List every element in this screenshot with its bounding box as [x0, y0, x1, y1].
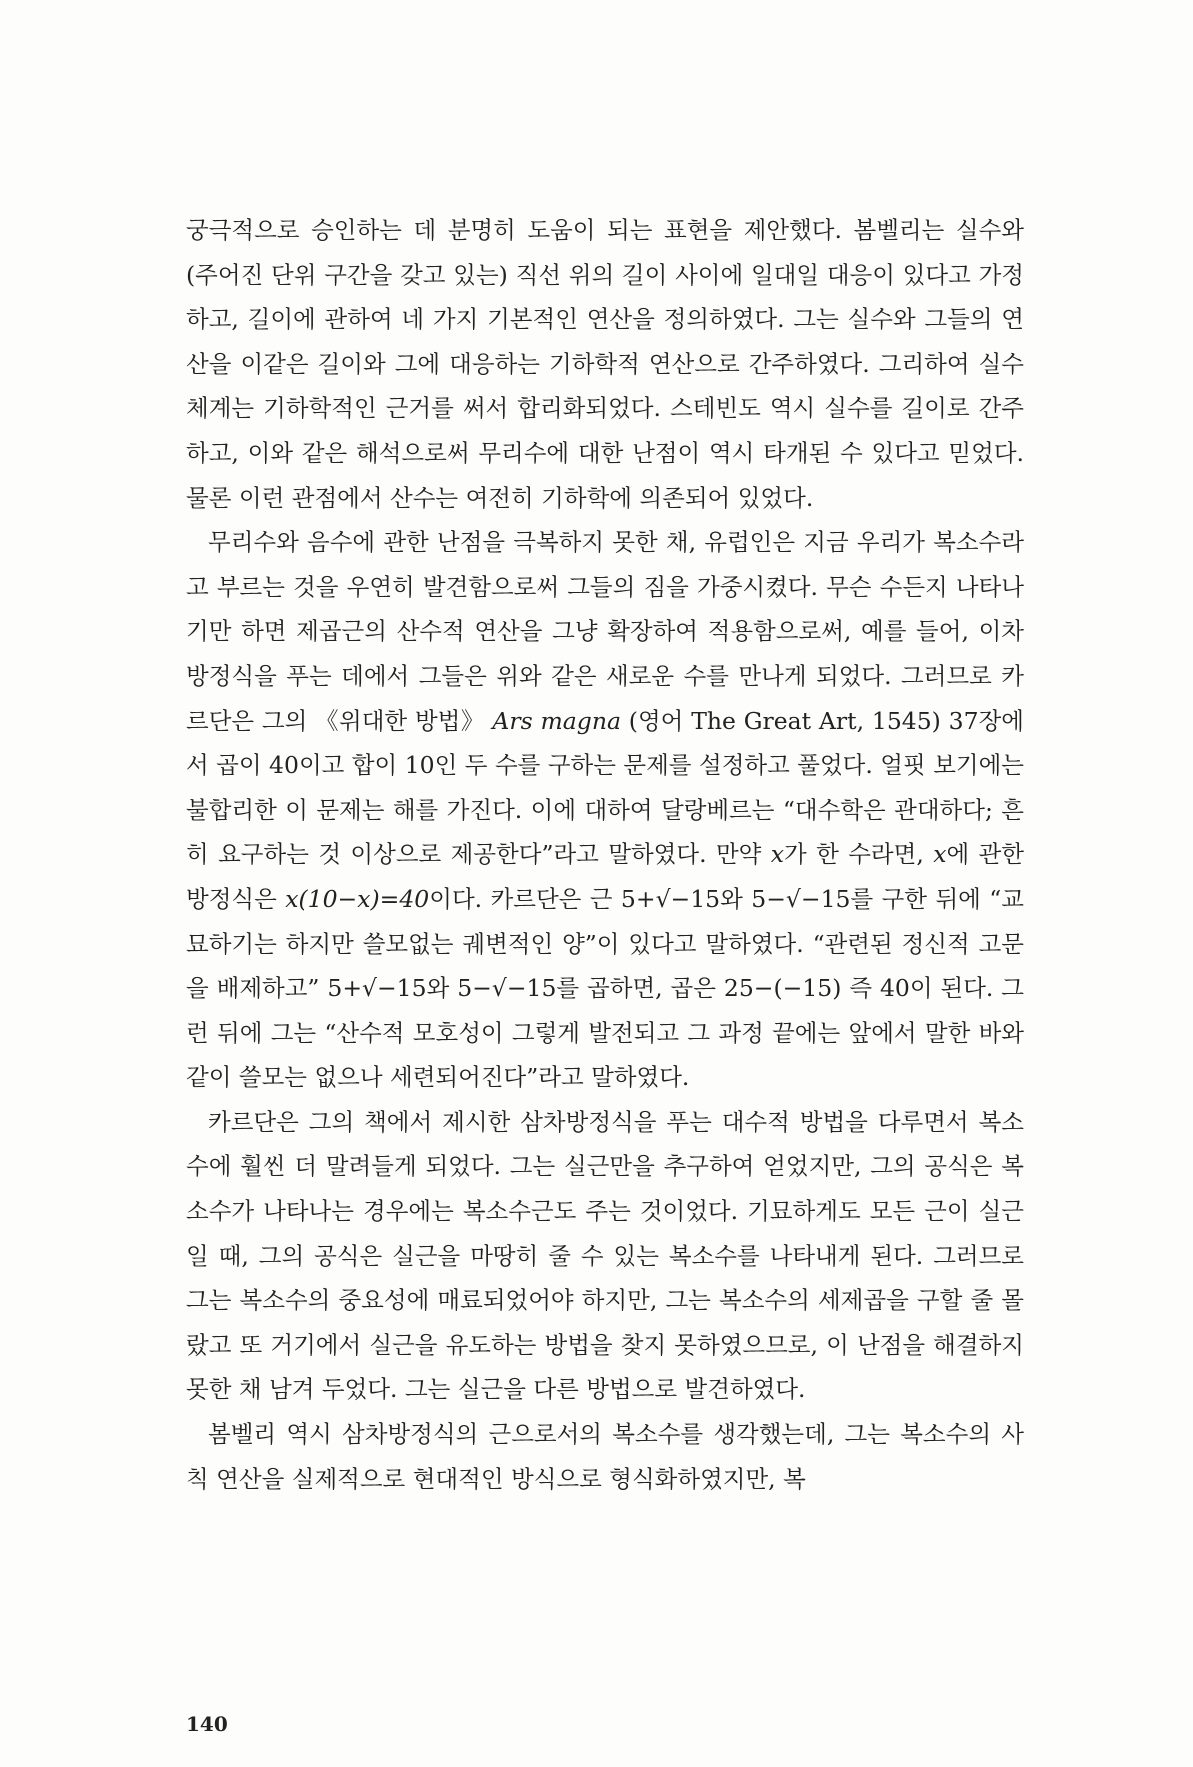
- paragraph-4: 봄벨리 역시 삼차방정식의 근으로서의 복소수를 생각했는데, 그는 복소수의 사칙 연산을 실제적으로 현대적인 방식으로 형식화하였지만, 복: [186, 1420, 1024, 1493]
- paragraph-2: [186, 520, 1024, 1100]
- body-text: [186, 208, 1024, 1501]
- paragraph-2-part-1: 무리수와 음수에 관한 난점을 극복하지 못한 채, 유럽인은 지금 우리가 복소수라고 부르는 것을 우연히 발견함으로써 그들의 짐을 가중시켰다. 무슨 수든지 나타나기만 하면 제곱근의 산수적 연산을 그냥 확장하여 적용함으로써, 예를 들어, 이차방정식을 푸는 데에서 그들은 위와 같은 새로운 수를 만나게 되었다. 그러므로 카르단은 그의 《위대한 방법》: [186, 528, 1024, 735]
- equation: x(10−x)=40: [285, 884, 430, 913]
- paragraph-2-part-3: 가 한 수라면,: [784, 840, 934, 869]
- paragraph-1: 궁극적으로 승인하는 데 분명히 도움이 되는 표현을 제안했다. 봄벨리는 실수와 (주어진 단위 구간을 갖고 있는) 직선 위의 길이 사이에 일대일 대응이 있다고 가정하고, 길이에 관하여 네 가지 기본적인 연산을 정의하였다. 그는 실수와 그들의 연산을 이같은 길이와 그에 대응하는 기하학적 연산으로 간주하였다. 그리하여 실수 체계는 기하학적인 근거를 써서 합리화되었다. 스테빈도 역시 실수를 길이로 간주하고, 이와 같은 해석으로써 무리수에 대한 난점이 역시 타개된 수 있다고 믿었다. 물론 이런 관점에서 산수는 여전히 기하학에 의존되어 있었다.: [186, 216, 1024, 512]
- book-title-italic: Ars magna: [492, 706, 621, 735]
- paragraph-2-part-4: 에 관한 방정식은: [186, 840, 1024, 913]
- variable-x-1: x: [770, 840, 785, 869]
- paragraph-2-part-2: (영어 The Great Art, 1545) 37장에서 곱이 40이고 합이 10인 두 수를 구하는 문제를 설정하고 풀었다. 얼핏 보기에는 불합리한 이 문제는 해를 가진다. 이에 대하여 달랑베르는 “대수학은 관대하다; 흔히 요구하는 것 이상으로 제공한다”라고 말하였다. 만약: [186, 706, 1024, 869]
- page-number: 140: [186, 1712, 228, 1736]
- paragraph-3: 카르단은 그의 책에서 제시한 삼차방정식을 푸는 대수적 방법을 다루면서 복소수에 훨씬 더 말려들게 되었다. 그는 실근만을 추구하여 얻었지만, 그의 공식은 복소수가 나타나는 경우에는 복소수근도 주는 것이었다. 기묘하게도 모든 근이 실근일 때, 그의 공식은 실근을 마땅히 줄 수 있는 복소수를 나타내게 된다. 그러므로 그는 복소수의 중요성에 매료되었어야 하지만, 그는 복소수의 세제곱을 구할 줄 몰랐고 또 거기에서 실근을 유도하는 방법을 찾지 못하였으므로, 이 난점을 해결하지 못한 채 남겨 두었다. 그는 실근을 다른 방법으로 발견하였다.: [186, 1107, 1024, 1404]
- paragraph-2-part-5: 이다. 카르단은 근 5+√−15와 5−√−15를 구한 뒤에 “교묘하기는 하지만 쓸모없는 궤변적인 양”이 있다고 말하였다. “관련된 정신적 고문을 배제하고” 5+√−15와 5−√−15를 곱하면, 곱은 25−(−15) 즉 40이 된다. 그런 뒤에 그는 “산수적 모호성이 그렇게 발전되고 그 과정 끝에는 앞에서 말한 바와 같이 쓸모는 없으나 세련되어진다”라고 말하였다.: [186, 884, 1024, 1092]
- variable-x-2: x: [933, 840, 947, 869]
